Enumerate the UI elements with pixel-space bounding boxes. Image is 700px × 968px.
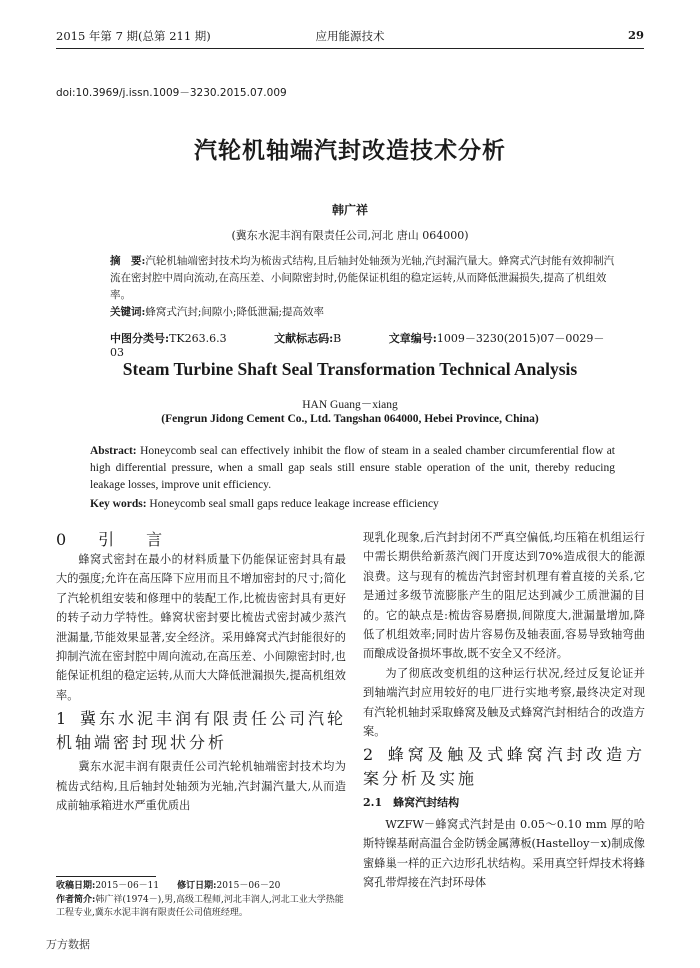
- bio-label: 作者简介:: [56, 894, 96, 905]
- left-para-2: 冀东水泥丰润有限责任公司汽轮机轴端密封技术均为梳齿式结构,且后轴封处轴颈为光轴,汽封漏汽量大,从而造成前轴承箱进水严重优质出: [56, 760, 346, 813]
- clc-label: 中图分类号:: [110, 332, 170, 345]
- journal-name: 应用能源技术: [315, 29, 385, 43]
- article-no-value: 1009－3230(2015)07－0029－03: [110, 332, 605, 359]
- article-no-label: 文章编号:: [388, 332, 437, 345]
- author-bio: 韩广祥(1974－),男,高级工程师,河北丰润人,河北工业大学热能工程专业,冀东水泥丰润有限责任公司值班经理。: [56, 894, 344, 918]
- footnote-rule: [56, 876, 156, 877]
- received-date: 2015－06－11: [95, 881, 160, 891]
- abstract-en-text: Honeycomb seal can effectively inhibit the flow of steam in a sealed chamber circumferential flow at high differential pressure, when a small gap seals still ensure stable operation of the unit, thereby reducing leakage losses, improve unit efficiency.: [90, 445, 615, 491]
- keywords-en: [90, 498, 615, 510]
- subsection-2-1-heading: 2.1 蜂窝汽封结构: [363, 796, 460, 810]
- section-1-title: 冀东水泥丰润有限责任公司汽轮机轴端密封现状分析: [56, 709, 347, 753]
- right-column: [363, 528, 645, 893]
- page-number: 29: [627, 28, 644, 42]
- section-0-heading: 0 引 言: [56, 530, 171, 549]
- section-1-number: 1: [56, 709, 67, 729]
- author-cn: 韩广祥: [331, 203, 368, 217]
- header-rule: [56, 48, 644, 49]
- section-2-number: 2: [363, 745, 374, 765]
- left-para-1: 蜂窝式密封在最小的材料质量下仍能保证密封具有最大的强度;允许在高压降下应用而且不增加密封的尺寸;简化了汽轮机组安装和修理中的装配工作,比梳齿密封具有更好的转子动力学特性。蜂窝状密封要比梳齿式密封减少蒸汽泄漏量,节能效果显著,安全经济。采用蜂窝式汽封能很好的抑制汽流在密封腔中周向流动,在高压差、小间隙密封时,也能保证机组的稳定运转,从而大大降低泄漏损失,提高机组效率。: [56, 553, 346, 702]
- section-2-heading: [363, 743, 645, 791]
- doc-code-value: B: [333, 332, 342, 345]
- right-para-1: 现乳化现象,后汽封封闭不严真空偏低,均压箱在机组运行中需长期供给新蒸汽阀门开度达到70%造成很大的能源浪费。这与现有的梳齿汽封密封机理有着直接的关系,它是通过多级节流膨胀产生的阻尼达到减少工质泄漏的目的。它的缺点是:梳齿容易磨损,间隙度大,泄漏量增加,降低了机组效率;同时齿片容易伤及轴表面,容易导致轴弯曲而酿成设备损坏事故,既不安全又不经济。: [363, 531, 645, 661]
- abstract-en-label: Abstract:: [90, 445, 137, 457]
- right-para-2: 为了彻底改变机组的这种运行状况,经过反复论证并到轴端汽封应用较好的电厂进行实地考察,最终决定对现有汽轮机轴封采取蜂窝及触及式蜂窝汽封相结合的改造方案。: [363, 666, 645, 739]
- author-en: HAN Guang－xiang: [302, 399, 398, 411]
- clc-value: TK263.6.3: [169, 332, 227, 345]
- issue-label: 2015 年第 7 期(总第 211 期): [56, 29, 211, 43]
- section-2-title: 蜂窝及触及式蜂窝汽封改造方案分析及实施: [363, 745, 645, 789]
- keywords-en-label: Key words:: [90, 498, 147, 510]
- keywords-en-text: Honeycomb seal small gaps reduce leakage increase efficiency: [146, 498, 439, 510]
- watermark: 万方数据: [46, 938, 90, 951]
- keywords-cn-text: 蜂窝式汽封;间隙小;降低泄漏;提高效率: [145, 306, 325, 318]
- right-para-3: WZFW－蜂窝式汽封是由 0.05～0.10 mm 厚的哈斯特镍基耐高温合金防锈金属薄板(Hastelloy－x)制成像蜜蜂巢一样的正六边形孔状结构。采用真空钎焊技术将蜂窝孔带焊接在汽封环母体: [363, 817, 645, 890]
- running-header: [22, 28, 678, 46]
- abstract-cn-label: 摘 要:: [110, 255, 146, 267]
- revised-date: 2015－06－20: [216, 881, 281, 891]
- doi: doi:10.3969/j.issn.1009－3230.2015.07.009: [56, 87, 287, 99]
- title-en: Steam Turbine Shaft Seal Transformation Technical Analysis: [122, 359, 578, 379]
- revised-label: 修订日期:: [177, 881, 217, 891]
- affiliation-en: (Fengrun Jidong Cement Co., Ltd. Tangshan 064000, Hebei Province, China): [161, 413, 539, 425]
- section-1-heading: [56, 707, 346, 755]
- received-label: 收稿日期:: [56, 881, 96, 891]
- doc-code-label: 文献标志码:: [274, 332, 334, 345]
- abstract-en: [90, 443, 615, 494]
- left-column: [56, 550, 346, 815]
- abstract-cn: [110, 253, 620, 321]
- title-cn: 汽轮机轴端汽封改造技术分析: [194, 137, 506, 164]
- affiliation-cn: (冀东水泥丰润有限责任公司,河北 唐山 064000): [231, 229, 469, 242]
- footnote: [56, 880, 346, 921]
- keywords-cn-label: 关键词:: [110, 306, 146, 318]
- classification-line: [110, 330, 620, 359]
- abstract-cn-text: 汽轮机轴端密封技术均为梳齿式结构,且后轴封处轴颈为光轴,汽封漏汽量大。蜂窝式汽封能有效抑制汽流在密封腔中周向流动,在高压差、小间隙密封时,仍能保证机组的稳定运转,从而降低泄漏损失,提高了机组效率。: [110, 255, 615, 301]
